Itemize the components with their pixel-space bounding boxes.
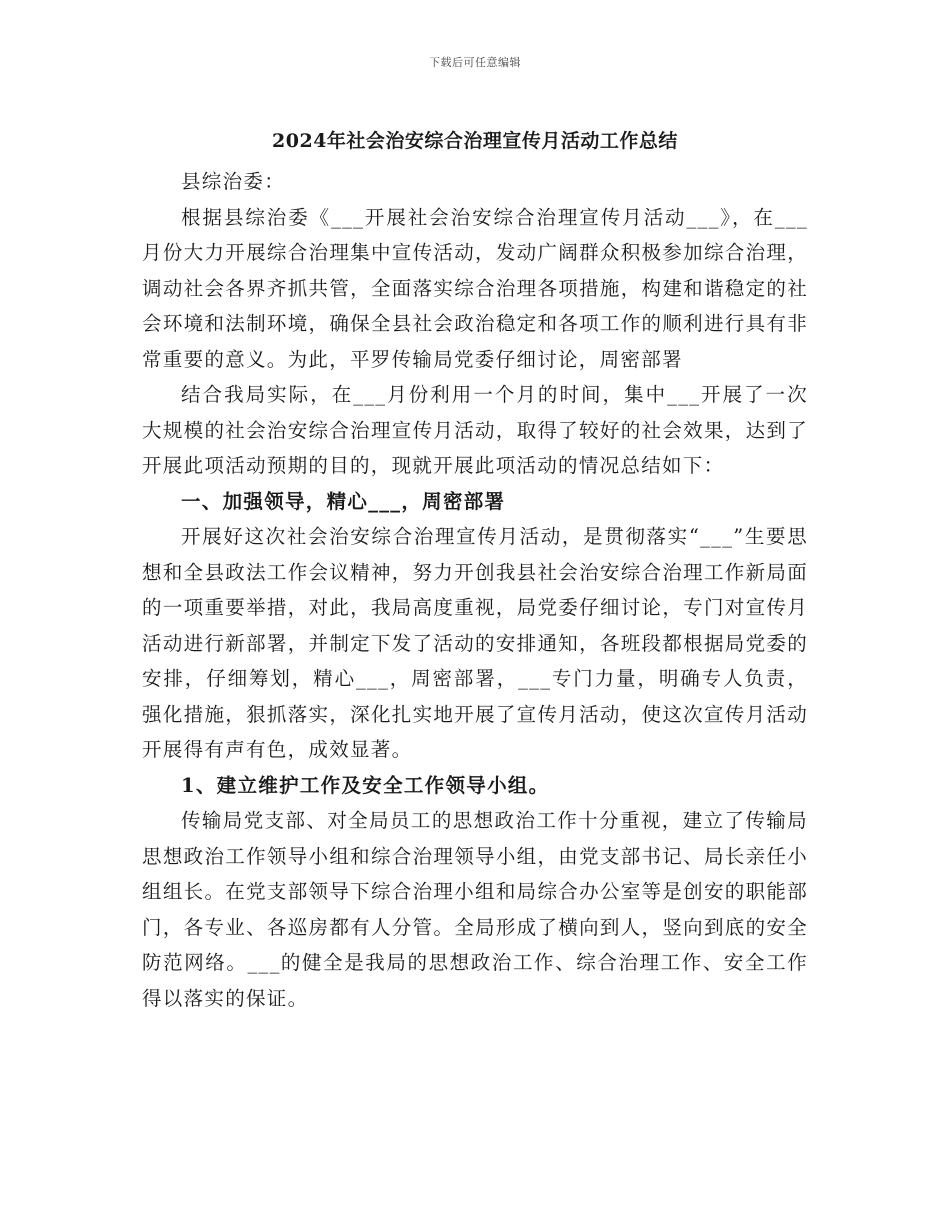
- document-body: [142, 164, 808, 1016]
- intro-paragraph-1: 根据县综治委《___开展社会治安综合治理宣传月活动___》，在___月份大力开展综合治理集中宣传活动，发动广阔群众积极参加综合治理，调动社会各界齐抓共管，全面落实综合治理各项措施，构建和谐稳定的社会环境和法制环境，确保全县社会政治稳定和各项工作的顺利进行具有非常重要的意义。为此，平罗传输局党委仔细讨论，周密部署: [142, 205, 808, 371]
- section-1-heading: 一、加强领导，精心___，周密部署: [181, 489, 506, 513]
- intro-paragraph-2: 结合我局实际，在___月份利用一个月的时间，集中___开展了一次大规模的社会治安综合治理宣传月活动，取得了较好的社会效果，达到了开展此项活动预期的目的，现就开展此项活动的情况总结如下：: [142, 383, 808, 477]
- salutation: 县综治委：: [181, 170, 286, 193]
- document-title: 2024年社会治安综合治理宣传月活动工作总结: [272, 130, 678, 152]
- section-1-paragraph: 开展好这次社会治安综合治理宣传月活动，是贯彻落实“___”生要思想和全县政法工作会议精神，努力开创我县社会治安综合治理工作新局面的一项重要举措，对此，我局高度重视，局党委仔细讨论，专门对宣传月活动进行新部署，并制定下发了活动的安排通知，各班段都根据局党委的安排，仔细筹划，精心___，周密部署，___专门力量，明确专人负责，强化措施，狠抓落实，深化扎实地开展了宣传月活动，使这次宣传月活动开展得有声有色，成效显著。: [142, 525, 808, 761]
- subsection-1-paragraph: 传输局党支部、对全局员工的思想政治工作十分重视，建立了传输局思想政治工作领导小组和综合治理领导小组，由党支部书记、局长亲任小组组长。在党支部领导下综合治理小组和局综合办公室等是创安的职能部门，各专业、各巡房都有人分管。全局形成了横向到人，竖向到底的安全防范网络。___的健全是我局的思想政治工作、综合治理工作、安全工作得以落实的保证。: [142, 809, 808, 1010]
- page-header-note: 下载后可任意编辑: [429, 56, 521, 69]
- subsection-1-heading: 1、建立维护工作及安全工作领导小组。: [181, 773, 550, 797]
